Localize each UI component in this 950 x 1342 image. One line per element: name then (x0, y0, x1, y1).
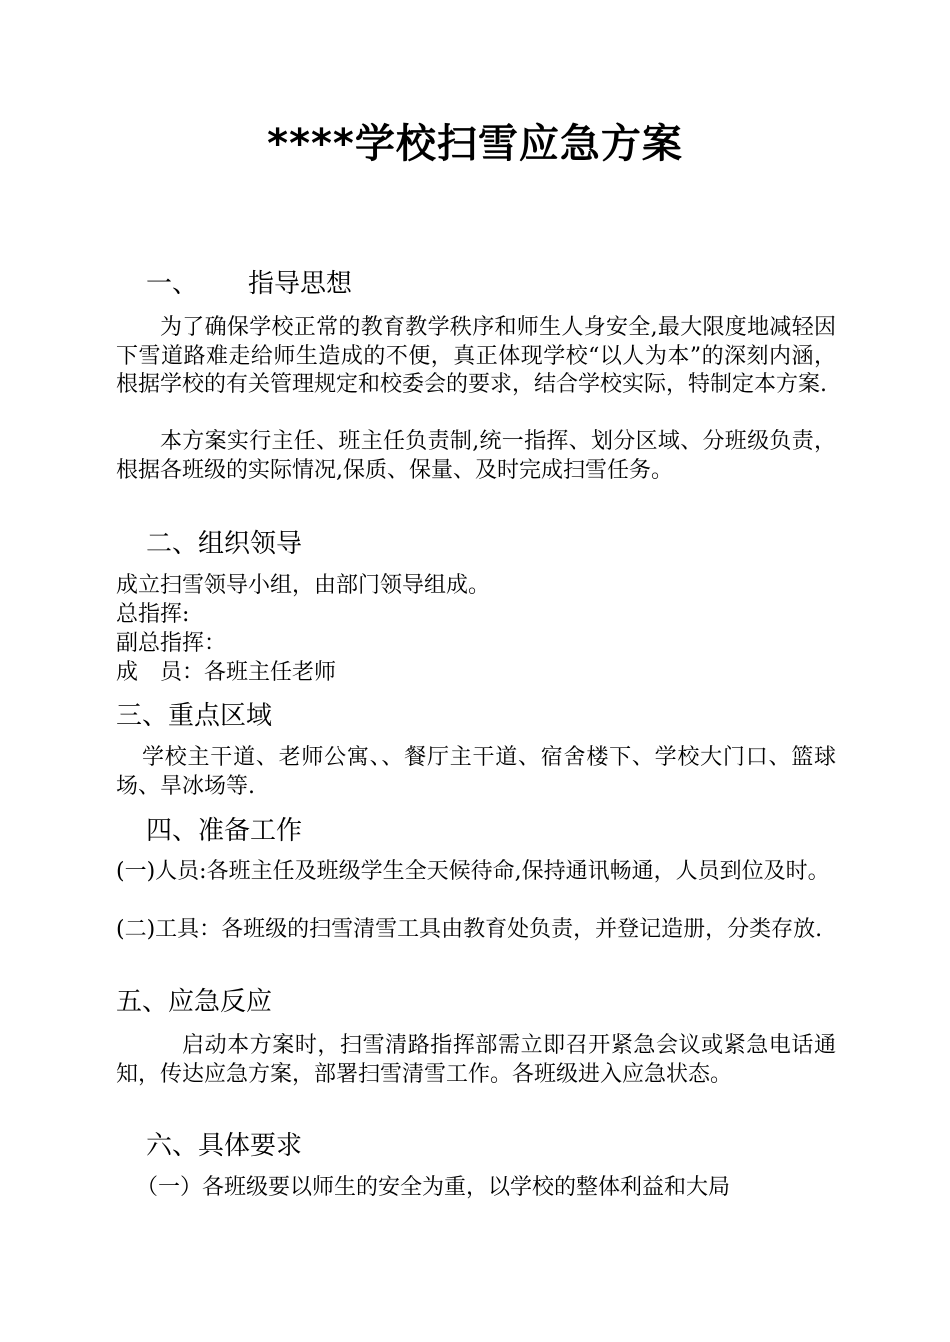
section-3-paragraph-1: 学校主干道、老师公寓、、餐厅主干道、宿舍楼下、学校大门口、篮球场、旱冰场等. (116, 745, 836, 799)
document-title: ****学校扫雪应急方案 (267, 121, 683, 167)
section-6-paragraph-1: （一）各班级要以师生的安全为重，以学校的整体利益和大局 (136, 1175, 731, 1200)
section-2-line-4: 成 员：各班主任老师 (116, 660, 337, 685)
section-2-heading: 二、组织领导 (146, 529, 303, 559)
section-5-heading: 五、应急反应 (116, 987, 273, 1017)
section-1-paragraph-1: 为了确保学校正常的教育教学秩序和师生人身安全,最大限度地减轻因下雪道路难走给师生造成的不便，真正体现学校“以人为本”的深刻内涵，根据学校的有关管理规定和校委会的要求，结合学校实际，特制定本方案. (116, 315, 836, 397)
section-1-paragraph-2: 本方案实行主任、班主任负责制,统一指挥、划分区域、分班级负责，根据各班级的实际情况,保质、保量、及时完成扫雪任务。 (116, 429, 836, 483)
section-6-heading: 六、具体要求 (146, 1131, 303, 1161)
section-1-number: 一、 (146, 269, 199, 299)
section-5-paragraph-1: 启动本方案时，扫雪清路指挥部需立即召开紧急会议或紧急电话通知，传达应急方案，部署扫雪清雪工作。各班级进入应急状态。 (116, 1033, 836, 1087)
section-4-paragraph-1: (一)人员:各班主任及班级学生全天候待命,保持通讯畅通，人员到位及时。 (116, 859, 830, 884)
section-2-line-2: 总指挥: (116, 602, 190, 627)
section-4-paragraph-2: (二)工具：各班级的扫雪清雪工具由教育处负责，并登记造册，分类存放. (116, 917, 823, 942)
section-4-heading: 四、准备工作 (146, 816, 303, 846)
section-1-heading: 指导思想 (248, 269, 353, 299)
section-2-line-1: 成立扫雪领导小组，由部门领导组成。 (116, 573, 491, 598)
section-2-line-3: 副总指挥： (116, 631, 227, 656)
section-3-heading: 三、重点区域 (116, 701, 273, 731)
